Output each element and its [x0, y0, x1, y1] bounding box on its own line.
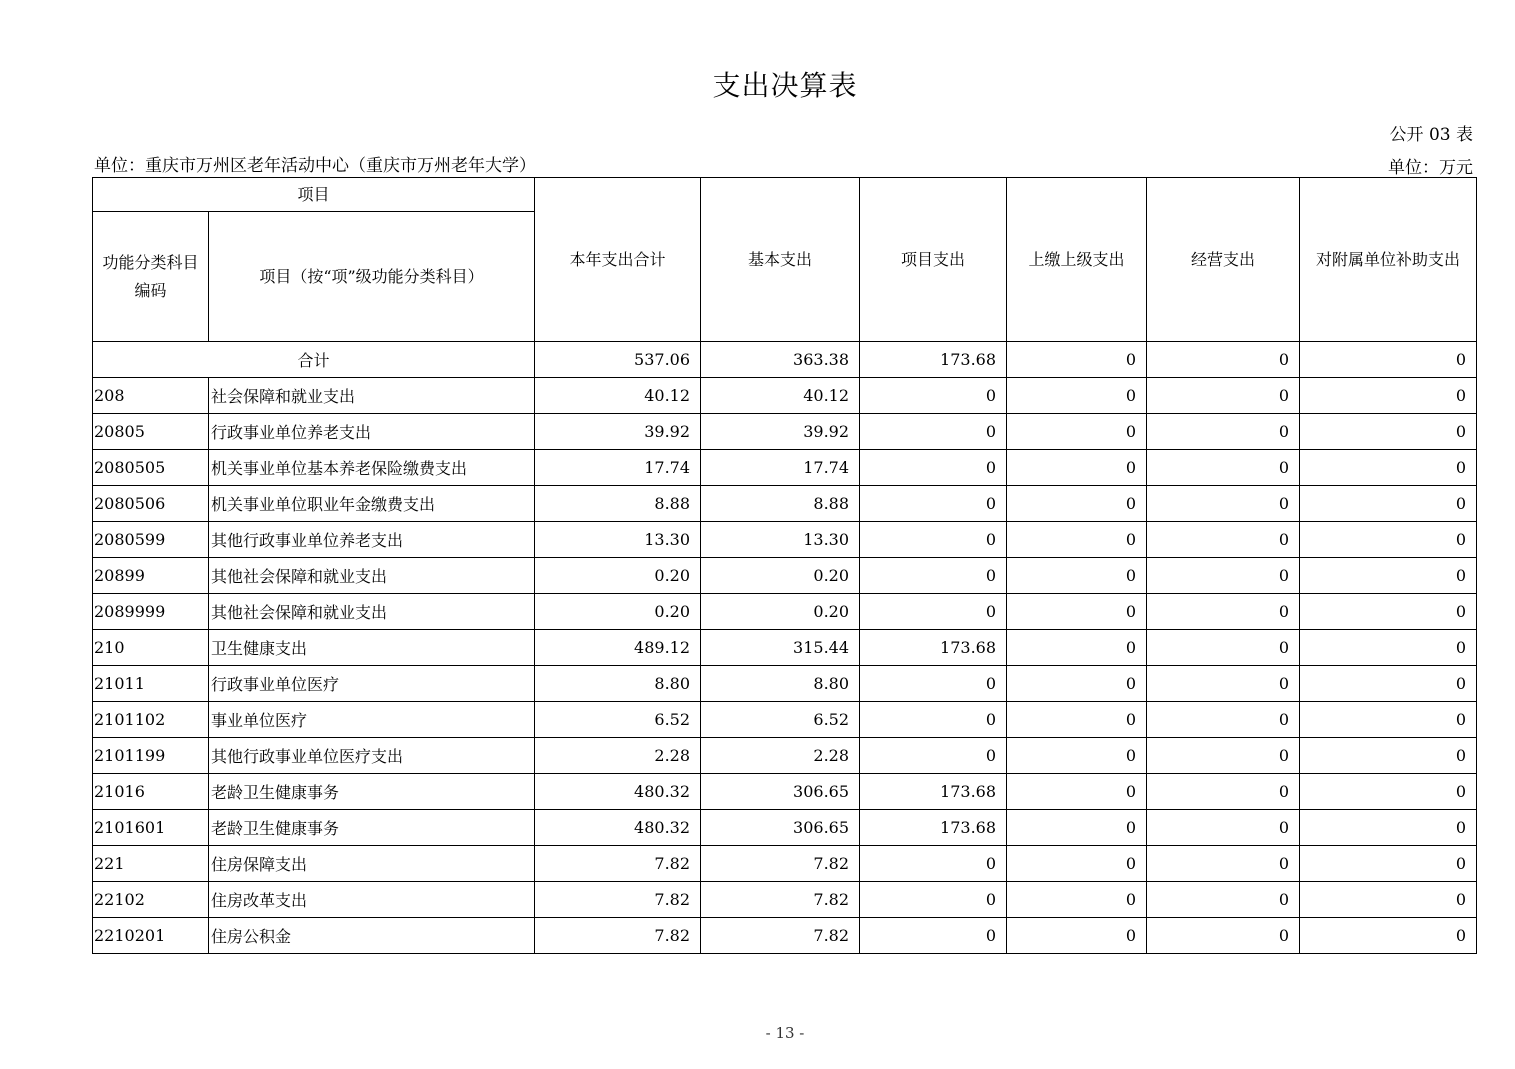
total-row: [93, 342, 1477, 378]
row-value: 13.30: [701, 522, 860, 558]
row-value: 0: [860, 486, 1007, 522]
row-name: 卫生健康支出: [209, 630, 535, 666]
row-value: 0: [1147, 378, 1300, 414]
row-value: 8.88: [701, 486, 860, 522]
table-row: [93, 378, 1477, 414]
table-row: [93, 702, 1477, 738]
row-value: 0: [1147, 846, 1300, 882]
row-value: 0: [1147, 666, 1300, 702]
row-value: 40.12: [701, 378, 860, 414]
expenditure-table: [92, 177, 1477, 954]
row-value: 0: [1300, 666, 1477, 702]
row-name: 机关事业单位职业年金缴费支出: [209, 486, 535, 522]
row-value: 306.65: [701, 810, 860, 846]
row-value: 0: [1300, 594, 1477, 630]
row-value: 0: [860, 702, 1007, 738]
row-value: 6.52: [535, 702, 701, 738]
row-code: 221: [93, 846, 209, 882]
header-row-1: [93, 178, 1477, 212]
row-value: 2.28: [701, 738, 860, 774]
row-name: 老龄卫生健康事务: [209, 774, 535, 810]
row-code: 2080599: [93, 522, 209, 558]
row-code: 2101601: [93, 810, 209, 846]
row-value: 7.82: [535, 882, 701, 918]
row-value: 0: [860, 882, 1007, 918]
row-value: 0: [1007, 522, 1147, 558]
row-value: 0.20: [701, 594, 860, 630]
header-total: 本年支出合计: [535, 178, 701, 342]
row-value: 17.74: [535, 450, 701, 486]
row-value: 0: [1007, 414, 1147, 450]
row-value: 0: [1007, 846, 1147, 882]
row-value: 0: [1007, 558, 1147, 594]
row-value: 0: [1147, 594, 1300, 630]
row-value: 0: [1300, 522, 1477, 558]
row-value: 0: [1007, 810, 1147, 846]
row-value: 489.12: [535, 630, 701, 666]
row-value: 0: [1007, 630, 1147, 666]
row-code: 20899: [93, 558, 209, 594]
row-name: 其他行政事业单位养老支出: [209, 522, 535, 558]
row-code: 2210201: [93, 918, 209, 954]
row-value: 0: [1007, 882, 1147, 918]
row-code: 210: [93, 630, 209, 666]
row-value: 0: [1300, 450, 1477, 486]
row-value: 0: [1007, 738, 1147, 774]
row-value: 6.52: [701, 702, 860, 738]
row-value: 0: [1300, 738, 1477, 774]
row-value: 7.82: [701, 882, 860, 918]
row-name: 其他社会保障和就业支出: [209, 558, 535, 594]
row-value: 0: [1147, 414, 1300, 450]
header-upper-level: 上缴上级支出: [1007, 178, 1147, 342]
total-label: 合计: [93, 342, 535, 378]
page-title: 支出决算表: [712, 69, 858, 102]
table-row: [93, 630, 1477, 666]
header-operation: 经营支出: [1147, 178, 1300, 342]
page-number: - 13 -: [765, 1024, 805, 1042]
table-row: [93, 450, 1477, 486]
row-value: 0: [860, 558, 1007, 594]
row-value: 0: [1007, 594, 1147, 630]
row-value: 0: [1007, 378, 1147, 414]
table-row: [93, 486, 1477, 522]
total-cell: 537.06: [535, 342, 701, 378]
header-basic: 基本支出: [701, 178, 860, 342]
row-value: 0: [860, 666, 1007, 702]
row-value: 0: [1300, 882, 1477, 918]
total-cell: 173.68: [860, 342, 1007, 378]
header-subsidy: 对附属单位补助支出: [1300, 178, 1477, 342]
header-func-code: 功能分类科目编码: [93, 212, 209, 342]
table-row: [93, 810, 1477, 846]
row-value: 0: [860, 522, 1007, 558]
row-value: 0: [860, 594, 1007, 630]
row-value: 0: [1007, 666, 1147, 702]
row-value: 0: [1300, 414, 1477, 450]
row-name: 其他行政事业单位医疗支出: [209, 738, 535, 774]
row-value: 0: [1300, 846, 1477, 882]
row-name: 其他社会保障和就业支出: [209, 594, 535, 630]
row-value: 0: [860, 846, 1007, 882]
table-row: [93, 882, 1477, 918]
total-cell: 0: [1147, 342, 1300, 378]
row-value: 17.74: [701, 450, 860, 486]
row-code: 2101102: [93, 702, 209, 738]
row-value: 39.92: [535, 414, 701, 450]
row-name: 行政事业单位医疗: [209, 666, 535, 702]
row-name: 住房改革支出: [209, 882, 535, 918]
table-row: [93, 846, 1477, 882]
form-code: 公开 03 表: [1389, 125, 1473, 145]
row-value: 13.30: [535, 522, 701, 558]
row-value: 0: [1147, 774, 1300, 810]
row-value: 8.80: [701, 666, 860, 702]
row-value: 39.92: [701, 414, 860, 450]
row-name: 行政事业单位养老支出: [209, 414, 535, 450]
row-value: 2.28: [535, 738, 701, 774]
row-value: 173.68: [860, 774, 1007, 810]
row-value: 0: [1300, 378, 1477, 414]
row-value: 0: [1147, 918, 1300, 954]
total-cell: 0: [1007, 342, 1147, 378]
row-name: 社会保障和就业支出: [209, 378, 535, 414]
row-value: 0: [1147, 630, 1300, 666]
row-value: 0: [1147, 558, 1300, 594]
table-row: [93, 738, 1477, 774]
total-cell: 0: [1300, 342, 1477, 378]
total-cell: 363.38: [701, 342, 860, 378]
row-code: 2089999: [93, 594, 209, 630]
row-value: 0: [1147, 486, 1300, 522]
header-project: 项目: [93, 178, 535, 212]
row-code: 2080506: [93, 486, 209, 522]
row-value: 8.80: [535, 666, 701, 702]
row-value: 7.82: [535, 846, 701, 882]
row-name: 住房公积金: [209, 918, 535, 954]
row-code: 21011: [93, 666, 209, 702]
row-value: 0: [860, 378, 1007, 414]
row-value: 8.88: [535, 486, 701, 522]
row-value: 0: [1300, 810, 1477, 846]
row-value: 0: [860, 414, 1007, 450]
row-value: 0: [1147, 810, 1300, 846]
row-value: 7.82: [701, 846, 860, 882]
row-name: 事业单位医疗: [209, 702, 535, 738]
row-code: 20805: [93, 414, 209, 450]
row-value: 0: [1147, 738, 1300, 774]
row-name: 机关事业单位基本养老保险缴费支出: [209, 450, 535, 486]
row-value: 0: [860, 918, 1007, 954]
row-value: 0: [1300, 630, 1477, 666]
row-value: 0: [860, 738, 1007, 774]
row-value: 0: [1007, 918, 1147, 954]
table-row: [93, 666, 1477, 702]
row-value: 0: [1300, 558, 1477, 594]
row-value: 173.68: [860, 630, 1007, 666]
row-value: 0: [1007, 774, 1147, 810]
table-row: [93, 594, 1477, 630]
row-value: 480.32: [535, 810, 701, 846]
row-code: 22102: [93, 882, 209, 918]
row-value: 0: [1147, 702, 1300, 738]
row-code: 2080505: [93, 450, 209, 486]
unit-organization: 单位：重庆市万州区老年活动中心（重庆市万州老年大学）: [94, 156, 536, 176]
row-value: 0.20: [535, 594, 701, 630]
row-value: 0: [1007, 486, 1147, 522]
row-code: 21016: [93, 774, 209, 810]
table-row: [93, 414, 1477, 450]
row-code: 208: [93, 378, 209, 414]
row-value: 0: [1300, 774, 1477, 810]
row-value: 0: [1300, 918, 1477, 954]
row-value: 0: [1300, 702, 1477, 738]
unit-currency: 单位：万元: [1388, 158, 1473, 178]
row-value: 0: [1007, 450, 1147, 486]
row-value: 0: [1147, 450, 1300, 486]
row-value: 0: [1007, 702, 1147, 738]
row-value: 0.20: [701, 558, 860, 594]
row-value: 7.82: [535, 918, 701, 954]
row-value: 315.44: [701, 630, 860, 666]
row-value: 0.20: [535, 558, 701, 594]
row-value: 0: [1300, 486, 1477, 522]
row-value: 0: [1147, 882, 1300, 918]
table-row: [93, 918, 1477, 954]
header-project-expense: 项目支出: [860, 178, 1007, 342]
table-row: [93, 774, 1477, 810]
row-value: 173.68: [860, 810, 1007, 846]
row-value: 40.12: [535, 378, 701, 414]
row-value: 480.32: [535, 774, 701, 810]
row-value: 0: [860, 450, 1007, 486]
row-value: 7.82: [701, 918, 860, 954]
row-name: 住房保障支出: [209, 846, 535, 882]
table-row: [93, 522, 1477, 558]
row-value: 0: [1147, 522, 1300, 558]
row-code: 2101199: [93, 738, 209, 774]
row-value: 306.65: [701, 774, 860, 810]
header-project-item: 项目（按“项”级功能分类科目）: [209, 212, 535, 342]
row-name: 老龄卫生健康事务: [209, 810, 535, 846]
table-row: [93, 558, 1477, 594]
